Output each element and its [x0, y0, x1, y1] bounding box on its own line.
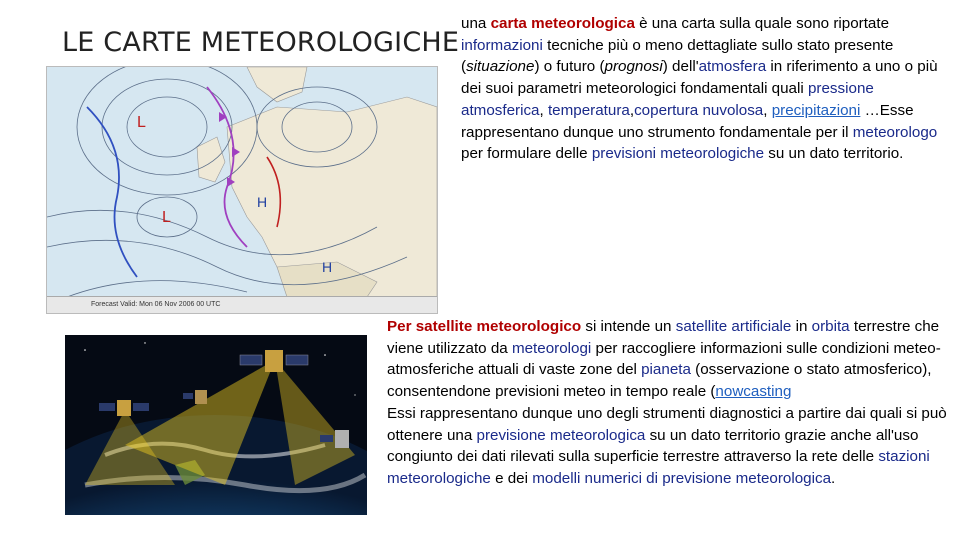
term-meteorologo: meteorologo	[852, 123, 938, 141]
map-footer	[47, 296, 437, 313]
map-description-paragraph	[461, 13, 946, 165]
high-pressure-label-2: H	[322, 259, 333, 275]
term-modelli-numerici: modelli numerici di previsione meteorologica	[532, 469, 832, 487]
satellite-graphic	[65, 335, 367, 515]
text-run: in	[791, 318, 812, 335]
text-run: …Esse rappresentano dunque uno strumento fondamentale per il	[461, 101, 914, 141]
text-run: ) dell'	[662, 58, 699, 76]
text-run: Per	[387, 318, 416, 335]
weather-map-graphic	[47, 67, 437, 297]
text-run: terrestre che viene utilizzato da	[387, 318, 940, 357]
text-run: (osservazione o stato atmosferico), consentendone previsioni meteo in tempo reale (	[387, 361, 932, 401]
text-run: si intende un	[581, 318, 676, 335]
term-pressione-atmosferica: pressione atmosferica	[461, 80, 874, 119]
text-run: ,	[763, 101, 772, 119]
low-pressure-label: L	[137, 114, 146, 131]
term-informazioni: informazioni	[461, 36, 543, 54]
term-temperatura: temperatura	[547, 101, 630, 119]
high-pressure-label: H	[257, 194, 268, 210]
text-run: tecniche più o meno dettagliate sullo stato presente (	[461, 36, 894, 76]
text-run: Essi rappresentano dunque uno degli strumenti diagnostici a partire dai quali si può ottenere una	[387, 404, 947, 444]
term-prognosi: prognosi	[604, 58, 663, 76]
term-previsioni-meteorologiche: previsioni meteorologiche	[591, 145, 765, 163]
text-run: ) o futuro (	[534, 58, 605, 76]
precipitazioni-link[interactable]: precipitazioni	[771, 101, 861, 119]
text-run: per raccogliere informazioni sulle condizioni meteo-atmosferiche attuali di vaste zone del	[387, 339, 941, 379]
text-run: su un dato territorio grazie anche all'uso congiunto dei dati rilevati sulla superficie terrestre attraverso la rete delle	[387, 426, 919, 466]
term-atmosfera: atmosfera	[698, 58, 767, 76]
term-meteorologi: meteorologi	[511, 339, 592, 357]
term-orbita: orbita	[811, 318, 850, 335]
map-footer-text: Forecast Valid: Mon 06 Nov 2006 00 UTC	[91, 301, 221, 308]
weather-map-image	[46, 66, 438, 314]
text-run: ,	[629, 101, 635, 119]
satellite-image	[65, 335, 367, 515]
page-title: LE CARTE METEOROLOGICHE	[62, 27, 460, 58]
term-satellite-artificiale: satellite artificiale	[675, 318, 792, 335]
term-stazioni-meteorologiche: stazioni meteorologiche	[387, 448, 930, 487]
term-previsione-meteorologica: previsione meteorologica	[476, 426, 646, 444]
term-pianeta: pianeta	[641, 361, 691, 379]
satellite-description-paragraph	[387, 316, 947, 490]
text-run: .	[831, 469, 836, 487]
text-run: in riferimento a uno o più dei suoi parametri meteorologici fondamentali quali	[461, 58, 938, 98]
text-run: una	[461, 15, 491, 32]
term-satellite-meteorologico: satellite meteorologico	[415, 318, 582, 335]
text-run: per formulare delle	[461, 145, 592, 163]
term-copertura-nuvolosa: copertura nuvolosa	[634, 101, 764, 119]
low-pressure-label-2: L	[162, 209, 171, 226]
term-carta-meteorologica: carta meteorologica	[490, 15, 635, 32]
text-run: ,	[539, 101, 548, 119]
nowcasting-link[interactable]: nowcasting	[715, 383, 792, 401]
text-run: è una carta sulla quale sono riportate	[634, 15, 890, 32]
term-situazione: situazione	[466, 58, 535, 76]
text-run: e dei	[490, 469, 533, 487]
text-run: su un dato territorio.	[764, 145, 904, 163]
